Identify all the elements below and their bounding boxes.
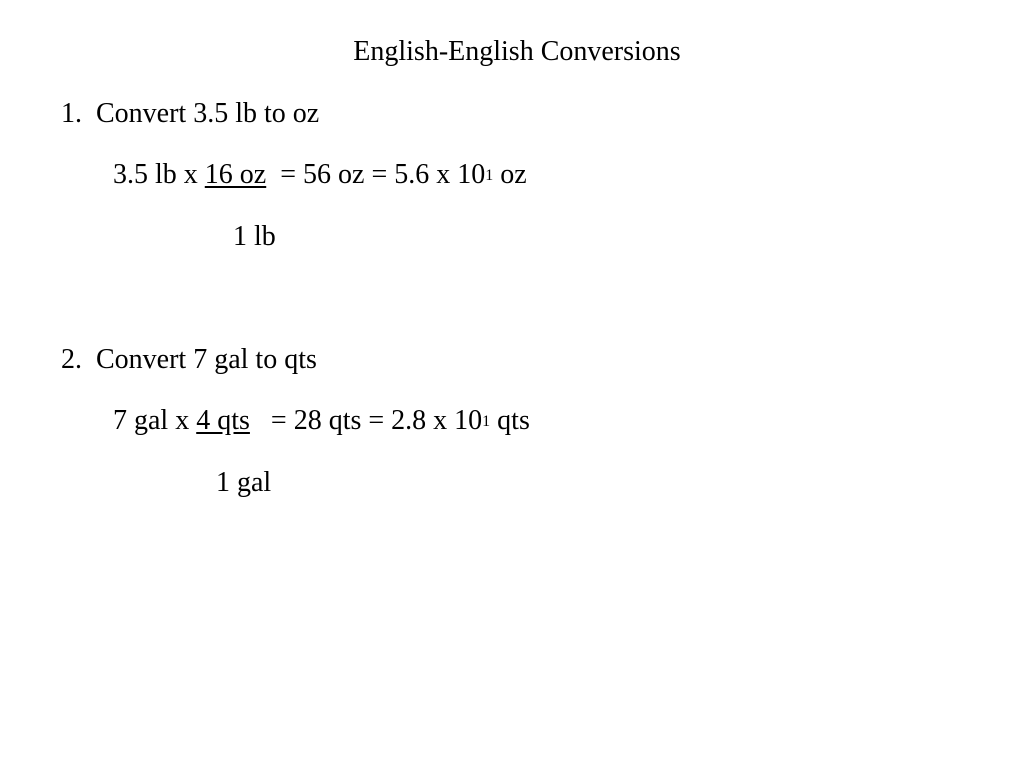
problem-1-heading: 1. Convert 3.5 lb to oz [61, 98, 320, 129]
problem-1-eq-mid: = 56 oz = 5.6 x 10 [266, 159, 486, 190]
problem-1-eq-end: oz [493, 159, 527, 190]
problem-1-equation [113, 161, 527, 189]
problem-1-denominator: 1 lb [233, 221, 276, 252]
problem-2-denominator: 1 gal [216, 467, 272, 498]
slide-title: English-English Conversions [353, 36, 681, 67]
problem-2-exponent: 1 [482, 413, 491, 430]
problem-1-exponent: 1 [485, 167, 494, 184]
problem-1-numerator: 16 oz [204, 159, 267, 190]
problem-1-eq-start: 3.5 lb x [113, 159, 205, 190]
problem-2-eq-start: 7 gal x [113, 405, 197, 436]
problem-2-heading: 2. Convert 7 gal to qts [61, 344, 317, 375]
problem-2-eq-end: qts [490, 405, 530, 436]
problem-2-equation [113, 407, 530, 435]
problem-2-eq-mid: = 28 qts = 2.8 x 10 [249, 405, 483, 436]
problem-2-numerator: 4 qts [196, 405, 250, 436]
